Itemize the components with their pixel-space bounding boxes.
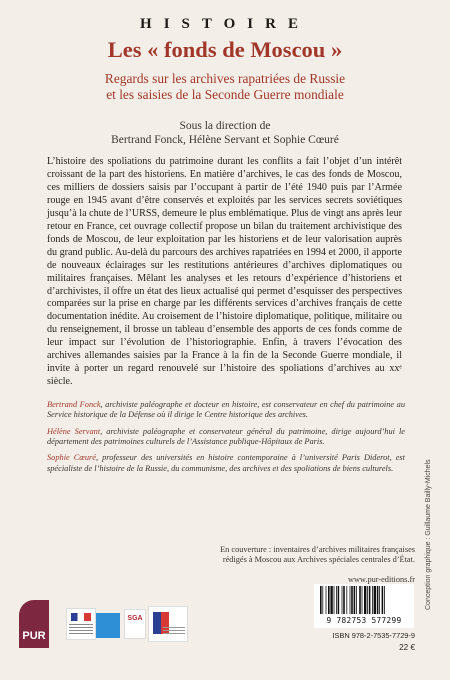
- price: 22 €: [399, 643, 415, 652]
- sga-logo: [124, 609, 146, 639]
- series-label: HISTOIRE: [140, 16, 310, 32]
- barcode-bar: [346, 586, 347, 614]
- editors-intro: Sous la direction de: [179, 120, 271, 132]
- flag-icon: [71, 613, 91, 621]
- author-bios: [47, 400, 405, 480]
- author-name: Sophie Cœuré: [47, 453, 96, 463]
- author-name: Hélène Servant: [47, 426, 101, 436]
- service-historique-defense-logo: [148, 606, 188, 642]
- publisher-logo-text: PUR: [22, 630, 46, 642]
- barcode-bar: [354, 586, 356, 614]
- subtitle-line: Regards sur les archives rapatriées de Russie: [104, 71, 346, 86]
- barcode-bar: [351, 586, 353, 614]
- logo-text-lines: [163, 627, 185, 635]
- barcode-bar: [367, 586, 368, 614]
- barcode-bar: [384, 586, 385, 614]
- barcode-bar: [369, 586, 371, 614]
- partner-logo-blue: [96, 613, 120, 638]
- barcode-bar: [330, 586, 332, 614]
- author-description: , professeur des universités en histoire contemporaine à l’université Paris Diderot, est spécialiste de l’histoire de la Russie, du communisme, des archives et des spoliations de biens culturels.: [47, 453, 405, 473]
- cover-caption-line: En couverture : inventaires d’archives militaires françaises: [220, 545, 415, 554]
- barcode-bar: [364, 586, 366, 614]
- republique-francaise-logo: [66, 608, 96, 640]
- barcode-bars: [314, 584, 414, 616]
- book-title: Les « fonds de Moscou »: [107, 37, 343, 62]
- barcode-bar: [322, 586, 323, 614]
- barcode-bar: [382, 586, 384, 614]
- barcode-bar: [336, 586, 337, 614]
- sga-logo-text: SGA: [127, 615, 143, 622]
- publisher-logo: [19, 600, 49, 648]
- barcode-bar: [372, 586, 373, 614]
- barcode-bar: [328, 586, 330, 614]
- editors-names: Bertrand Fonck, Hélène Servant et Sophie Cœuré: [111, 134, 339, 146]
- design-credit: Conception graphique : Guillaume Bailly-Michels: [425, 459, 432, 610]
- author-bio: [47, 400, 405, 421]
- cover-caption: [207, 545, 415, 565]
- author-name: Bertrand Fonck: [47, 400, 101, 409]
- isbn-number: ISBN 978-2-7535-7729-9: [332, 631, 415, 640]
- barcode-bar: [343, 586, 345, 614]
- author-description: , archiviste paléographe et docteur en histoire, est conservateur en chef du patrimoine au Service historique de la Défense où il dirige le Centre historique des archives.: [47, 400, 405, 420]
- subtitle-line: et les saisies de la Seconde Guerre mondiale: [106, 86, 344, 102]
- barcode-bar: [334, 586, 335, 614]
- logo-text-lines: [69, 624, 93, 634]
- editors: [0, 119, 450, 147]
- barcode-bar: [350, 586, 351, 614]
- author-description: , archiviste paléographe et conservateur général du patrimoine, dirige aujourd’hui le département des patrimoines culturels de l’Assistance publique-Hôpitaux de Paris.: [47, 426, 405, 447]
- book-subtitle: [0, 71, 450, 102]
- barcode-bar: [342, 586, 343, 614]
- barcode-bar: [362, 586, 363, 614]
- cover-caption-line: rédigés à Moscou aux Archives spéciales centrales d’État.: [222, 555, 415, 565]
- blurb-text: L’histoire des spoliations du patrimoine durant les conflits a fait l’objet d’un intérêt croissant de la part des historiens. En matière d’archives, le cas des fonds de Moscou, ces milliers de dossiers saisis par l’occupant à partir de l’été 1940 puis par l’Armée rouge en 1945 avant d’être conservés et exploités par les services secrets soviétiques jusqu’à la chute de l’URSS, demeure le plus emblématique. Plus de vingt ans après leur retour en France, cet ouvrage collectif propose un bilan du traitement archivistique des fonds de Moscou, de leur exploitation par les historiens et de leur valorisation auprès du grand public. Au-delà du parcours des archives rapatriées en 1994 et 2000, il apporte de nouveaux éclairages sur les restitutions antérieures d’archives diplomatiques ou militaires françaises. Mêlant les analyses et les retours d’expérience d’historiens et d’archivistes, il offre un état des lieux actualisé qui permet d’esquisser des perspectives comparées sur la prise en charge par les différents services d’archives français de cette documentation inédite. Au croisement de l’histoire diplomatique, politique, militaire ou du renseignement, il brosse un tableau d’ensemble des apports de ces fonds comme de leur impact sur l’évolution de l’historiographie. Enfin, à travers l’évocation des archives allemandes saisies par la France à la fin de la Seconde Guerre mondiale, il invite à porter un regard renouvelé sur l’histoire des spoliations d’archives au xxᵉ siècle.: [47, 156, 402, 388]
- publisher-website: www.pur-editions.fr: [347, 575, 415, 584]
- barcode-bar: [374, 586, 376, 614]
- barcode-bar: [377, 586, 379, 614]
- author-bio: [47, 427, 405, 448]
- barcode-bar: [326, 586, 327, 614]
- barcode-digits: 9 782753 577299: [314, 616, 414, 625]
- barcode-bar: [359, 586, 361, 614]
- barcode-bar: [338, 586, 340, 614]
- barcode-bar: [320, 586, 322, 614]
- barcode-bar: [379, 586, 380, 614]
- author-bio: [47, 453, 405, 474]
- barcode-bar: [356, 586, 357, 614]
